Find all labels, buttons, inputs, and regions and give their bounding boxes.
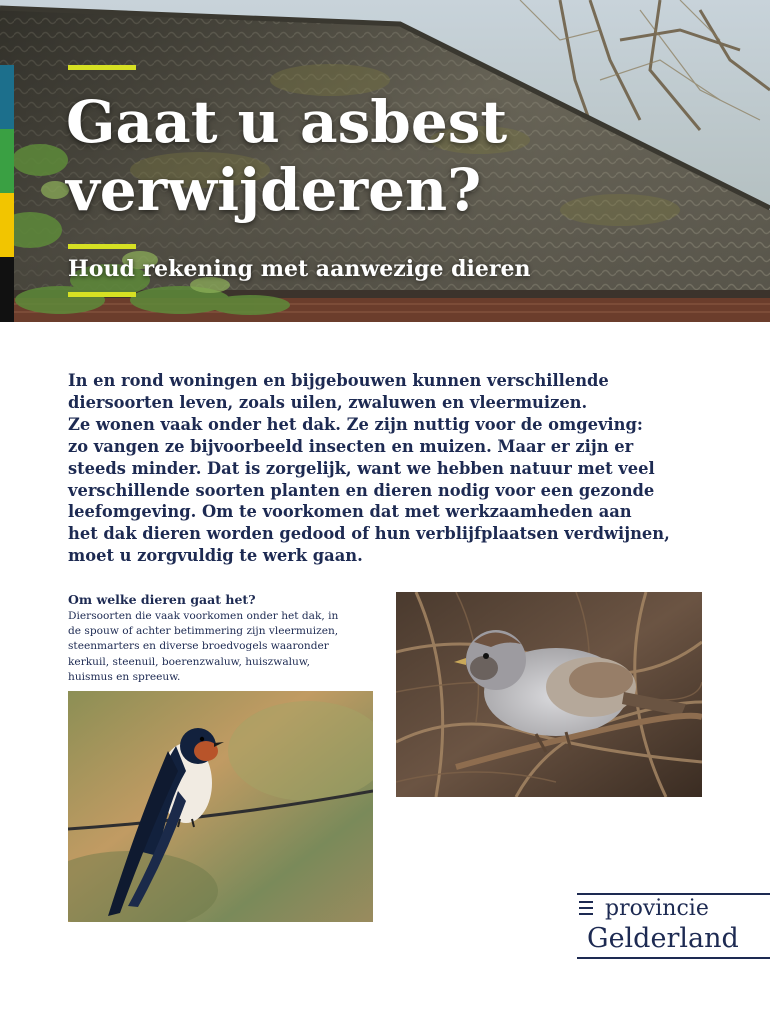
page-title	[66, 88, 706, 224]
side-bar-green	[0, 129, 14, 193]
animals-text	[68, 609, 378, 685]
province-logo	[577, 893, 770, 960]
animals-text-line: Diersoorten die vaak voorkomen onder het dak, in	[68, 610, 339, 622]
animals-text-line: kerkuil, steenuil, boerenzwaluw, huiszwaluw,	[68, 655, 311, 668]
logo-rule-top	[577, 893, 770, 895]
intro-line: Ze wonen vaak onder het dak. Ze zijn nuttig voor de omgeving:	[68, 414, 643, 434]
accent-line-bottom	[68, 292, 136, 297]
animals-text-line: steenmarters en diverse broedvogels waaronder	[68, 640, 329, 653]
logo-text-provincie: provincie	[605, 896, 709, 921]
intro-line: verschillende soorten planten en dieren nodig voor een gezonde	[68, 480, 655, 500]
side-bar-yellow	[0, 193, 14, 257]
hero-banner	[0, 0, 770, 322]
page-subtitle: Houd rekening met aanwezige dieren	[68, 256, 531, 282]
intro-line: leefomgeving. Om te voorkomen dat met werkzaamheden aan	[68, 502, 632, 522]
accent-line-top	[68, 65, 136, 70]
intro-line: zo vangen ze bijvoorbeeld insecten en muizen. Maar er zijn er	[68, 436, 634, 456]
intro-line: In en rond woningen en bijgebouwen kunnen verschillende	[68, 371, 609, 390]
animals-text-line: huismus en spreeuw.	[68, 670, 181, 683]
animals-text-line: de spouw of achter betimmering zijn vleermuizen,	[68, 625, 339, 638]
side-bar-black	[0, 257, 14, 322]
logo-text-gelderland: Gelderland	[587, 923, 739, 954]
side-bar-blue	[0, 65, 14, 129]
intro-line: het dak dieren worden gedood of hun verblijfplaatsen verdwijnen,	[68, 524, 670, 544]
intro-line: moet u zorgvuldig te werk gaan.	[68, 546, 363, 566]
title-line-2: verwijderen?	[66, 156, 482, 224]
logo-rule-bottom	[577, 957, 770, 959]
swallow-photo	[68, 691, 373, 922]
intro-line: steeds minder. Dat is zorgelijk, want we hebben natuur met veel	[68, 458, 655, 478]
title-line-1: Gaat u asbest	[66, 88, 508, 156]
accent-line-middle	[68, 244, 136, 249]
intro-paragraph	[68, 370, 708, 567]
sparrow-photo	[396, 592, 702, 797]
animals-heading: Om welke dieren gaat het?	[68, 592, 256, 607]
intro-line: diersoorten leven, zoals uilen, zwaluwen en vleermuizen.	[68, 392, 588, 412]
